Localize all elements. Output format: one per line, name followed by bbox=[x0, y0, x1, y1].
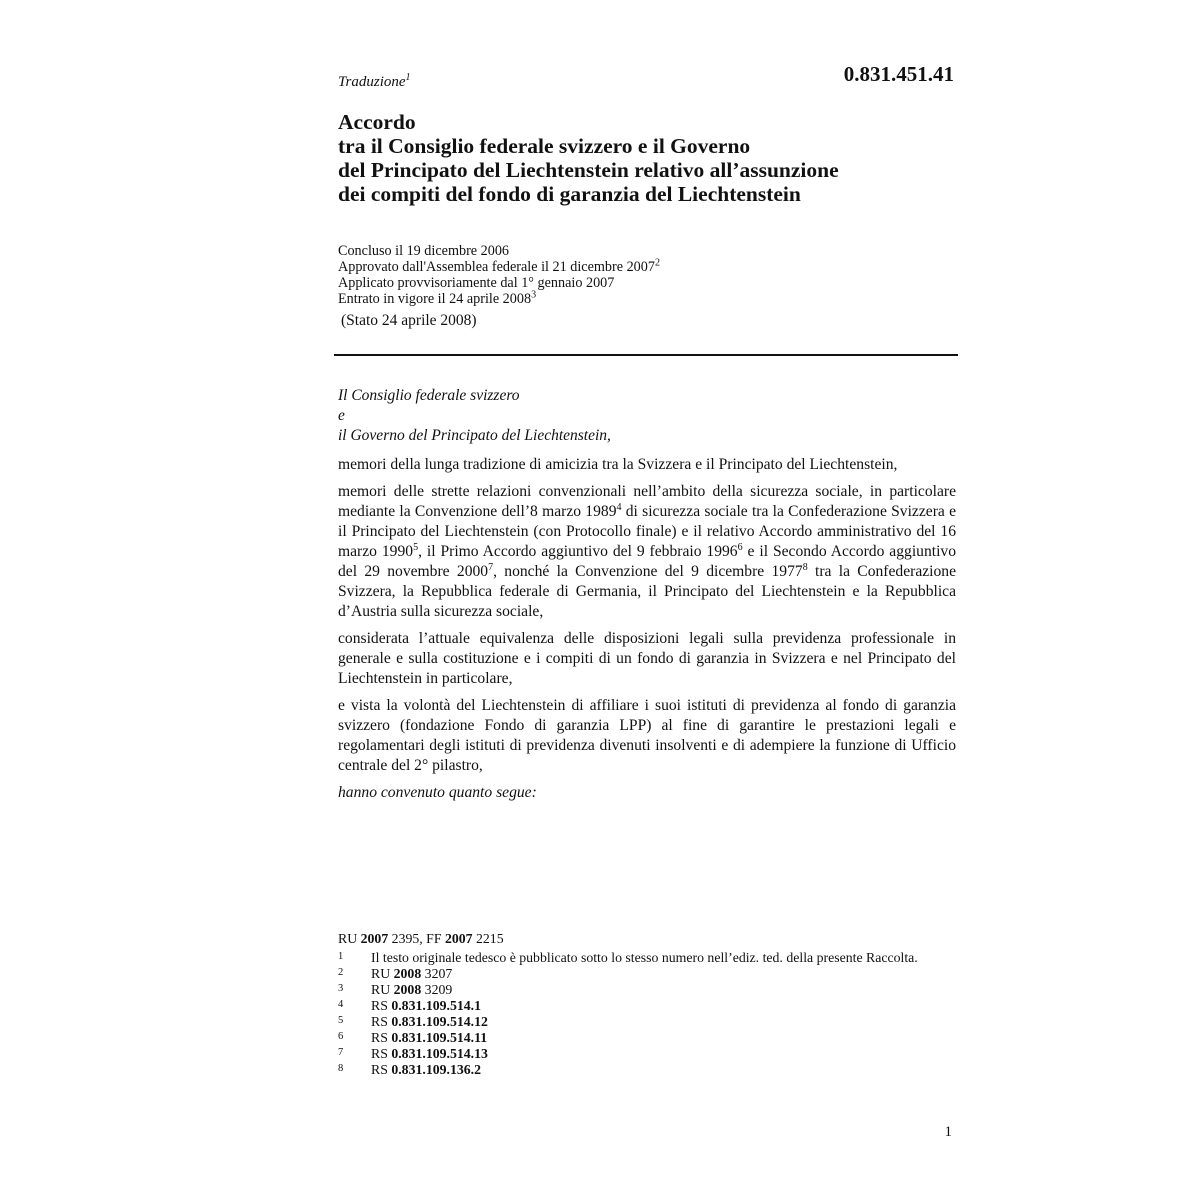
footnote-number: 6 bbox=[338, 1031, 344, 1042]
footnote-item bbox=[338, 1014, 956, 1030]
provisional-date: Applicato provvisoriamente dal 1° gennaio 2007 bbox=[338, 275, 615, 291]
document-title bbox=[338, 110, 956, 206]
footnote-text: RS 0.831.109.514.11 bbox=[371, 1030, 488, 1045]
footnote-item bbox=[338, 1046, 956, 1062]
entry-into-force-date: Entrato in vigore il 24 aprile 2008$^3$ bbox=[338, 289, 537, 307]
party-line: Il Consiglio federale svizzero bbox=[338, 387, 520, 404]
footnote-text: RU 2008 3207 bbox=[371, 966, 453, 981]
footnote-ref[interactable]: 8 bbox=[802, 561, 808, 573]
publication-reference: RU 2007 2395, FF 2007 2215 bbox=[338, 931, 504, 946]
preamble-paragraph: memori delle strette relazioni convenzionali nell’ambito della sicurezza sociale, in particolare mediante la Convenzione dell’8 marzo 1989$^4$ di sicurezza sociale tra la Confederazione Svizzera e il Principato del Liechtenstein (con Protocollo finale) e il relativo Accordo amministrativo del 16 marzo 1990$^5$, il Primo Accordo aggiuntivo del 9 febbraio 1996$^6$ e il Secondo Accordo aggiuntivo del 29 novembre 2000$^7$, nonché la Convenzione del 9 dicembre 1977$^8$ tra la Confederazione Svizzera, la Repubblica federale di Germania, il Principato del Liechtenstein e la Repubblica d’Austria sulla sicurezza sociale, bbox=[338, 483, 957, 620]
contracting-parties bbox=[338, 386, 956, 446]
party-line: il Governo del Principato del Liechtenstein, bbox=[338, 427, 611, 444]
footnotes bbox=[338, 931, 956, 1078]
footnote-number: 5 bbox=[338, 1015, 344, 1026]
preamble bbox=[338, 455, 956, 810]
footnote-ref[interactable]: 4 bbox=[616, 501, 622, 513]
status-date: (Stato 24 aprile 2008) bbox=[341, 312, 477, 329]
document-metadata bbox=[338, 243, 956, 329]
preamble-paragraph: e vista la volontà del Liechtenstein di affiliare i suoi istituti di previdenza al fondo di garanzia svizzero (fondazione Fondo di garanzia LPP) al fine di garantire le prestazioni legali e regolamentari degli istituti di previdenza divenuti insolventi e di adempiere la funzione di Ufficio centrale del 2° pilastro, bbox=[338, 697, 956, 774]
footnote-ref[interactable]: 5 bbox=[413, 541, 419, 553]
footnote-number: 8 bbox=[338, 1063, 344, 1074]
document-number: 0.831.451.41 bbox=[843, 62, 954, 86]
footnote-number: 7 bbox=[338, 1047, 344, 1058]
footnote-text: RS 0.831.109.514.12 bbox=[371, 1014, 488, 1029]
footnote-item bbox=[338, 1062, 956, 1078]
party-line: e bbox=[338, 407, 345, 424]
footnote-item bbox=[338, 966, 956, 982]
horizontal-divider bbox=[334, 354, 958, 356]
preamble-paragraph: memori della lunga tradizione di amicizia tra la Svizzera e il Principato del Liechtenstein, bbox=[338, 456, 898, 473]
approved-date: Approvato dall'Assemblea federale il 21 dicembre 2007$^2$ bbox=[338, 257, 660, 275]
page-number: 1 bbox=[944, 1124, 952, 1140]
footnote-ref[interactable]: 1 bbox=[405, 72, 411, 83]
footnote-text: RU 2008 3209 bbox=[371, 982, 453, 997]
preamble-closing: hanno convenuto quanto segue: bbox=[338, 784, 537, 801]
title-line: Accordo bbox=[338, 110, 416, 134]
footnote-text: RS 0.831.109.514.13 bbox=[371, 1046, 488, 1061]
footnote-number: 3 bbox=[338, 983, 344, 994]
footnote-item bbox=[338, 1030, 956, 1046]
footnote-item bbox=[338, 998, 956, 1014]
footnote-number: 1 bbox=[338, 951, 344, 962]
footnote-number: 2 bbox=[338, 967, 344, 978]
title-line: tra il Consiglio federale svizzero e il Governo bbox=[338, 134, 751, 158]
footnote-text: Il testo originale tedesco è pubblicato sotto lo stesso numero nell’ediz. ted. della presente Raccolta. bbox=[371, 950, 918, 965]
footnote-text: RS 0.831.109.136.2 bbox=[371, 1062, 482, 1077]
footnote-item bbox=[338, 950, 956, 966]
footnote-number: 4 bbox=[338, 999, 344, 1010]
title-line: dei compiti del fondo di garanzia del Liechtenstein bbox=[338, 182, 801, 206]
translation-label: Traduzione$^1$ bbox=[338, 72, 411, 90]
preamble-paragraph: considerata l’attuale equivalenza delle disposizioni legali sulla previdenza professionale in generale e sulla costituzione e i compiti di un fondo di garanzia in Svizzera e nel Principato del Liechtenstein in particolare, bbox=[338, 630, 956, 687]
footnote-ref[interactable]: 7 bbox=[488, 561, 494, 573]
title-line: del Principato del Liechtenstein relativo all’assunzione bbox=[338, 158, 839, 182]
footnote-item bbox=[338, 982, 956, 998]
footnote-text: RS 0.831.109.514.1 bbox=[371, 998, 482, 1013]
concluded-date: Concluso il 19 dicembre 2006 bbox=[338, 243, 510, 259]
footnote-ref[interactable]: 6 bbox=[737, 541, 743, 553]
footnote-ref[interactable]: 2 bbox=[654, 257, 660, 269]
footnote-ref[interactable]: 3 bbox=[531, 289, 537, 301]
